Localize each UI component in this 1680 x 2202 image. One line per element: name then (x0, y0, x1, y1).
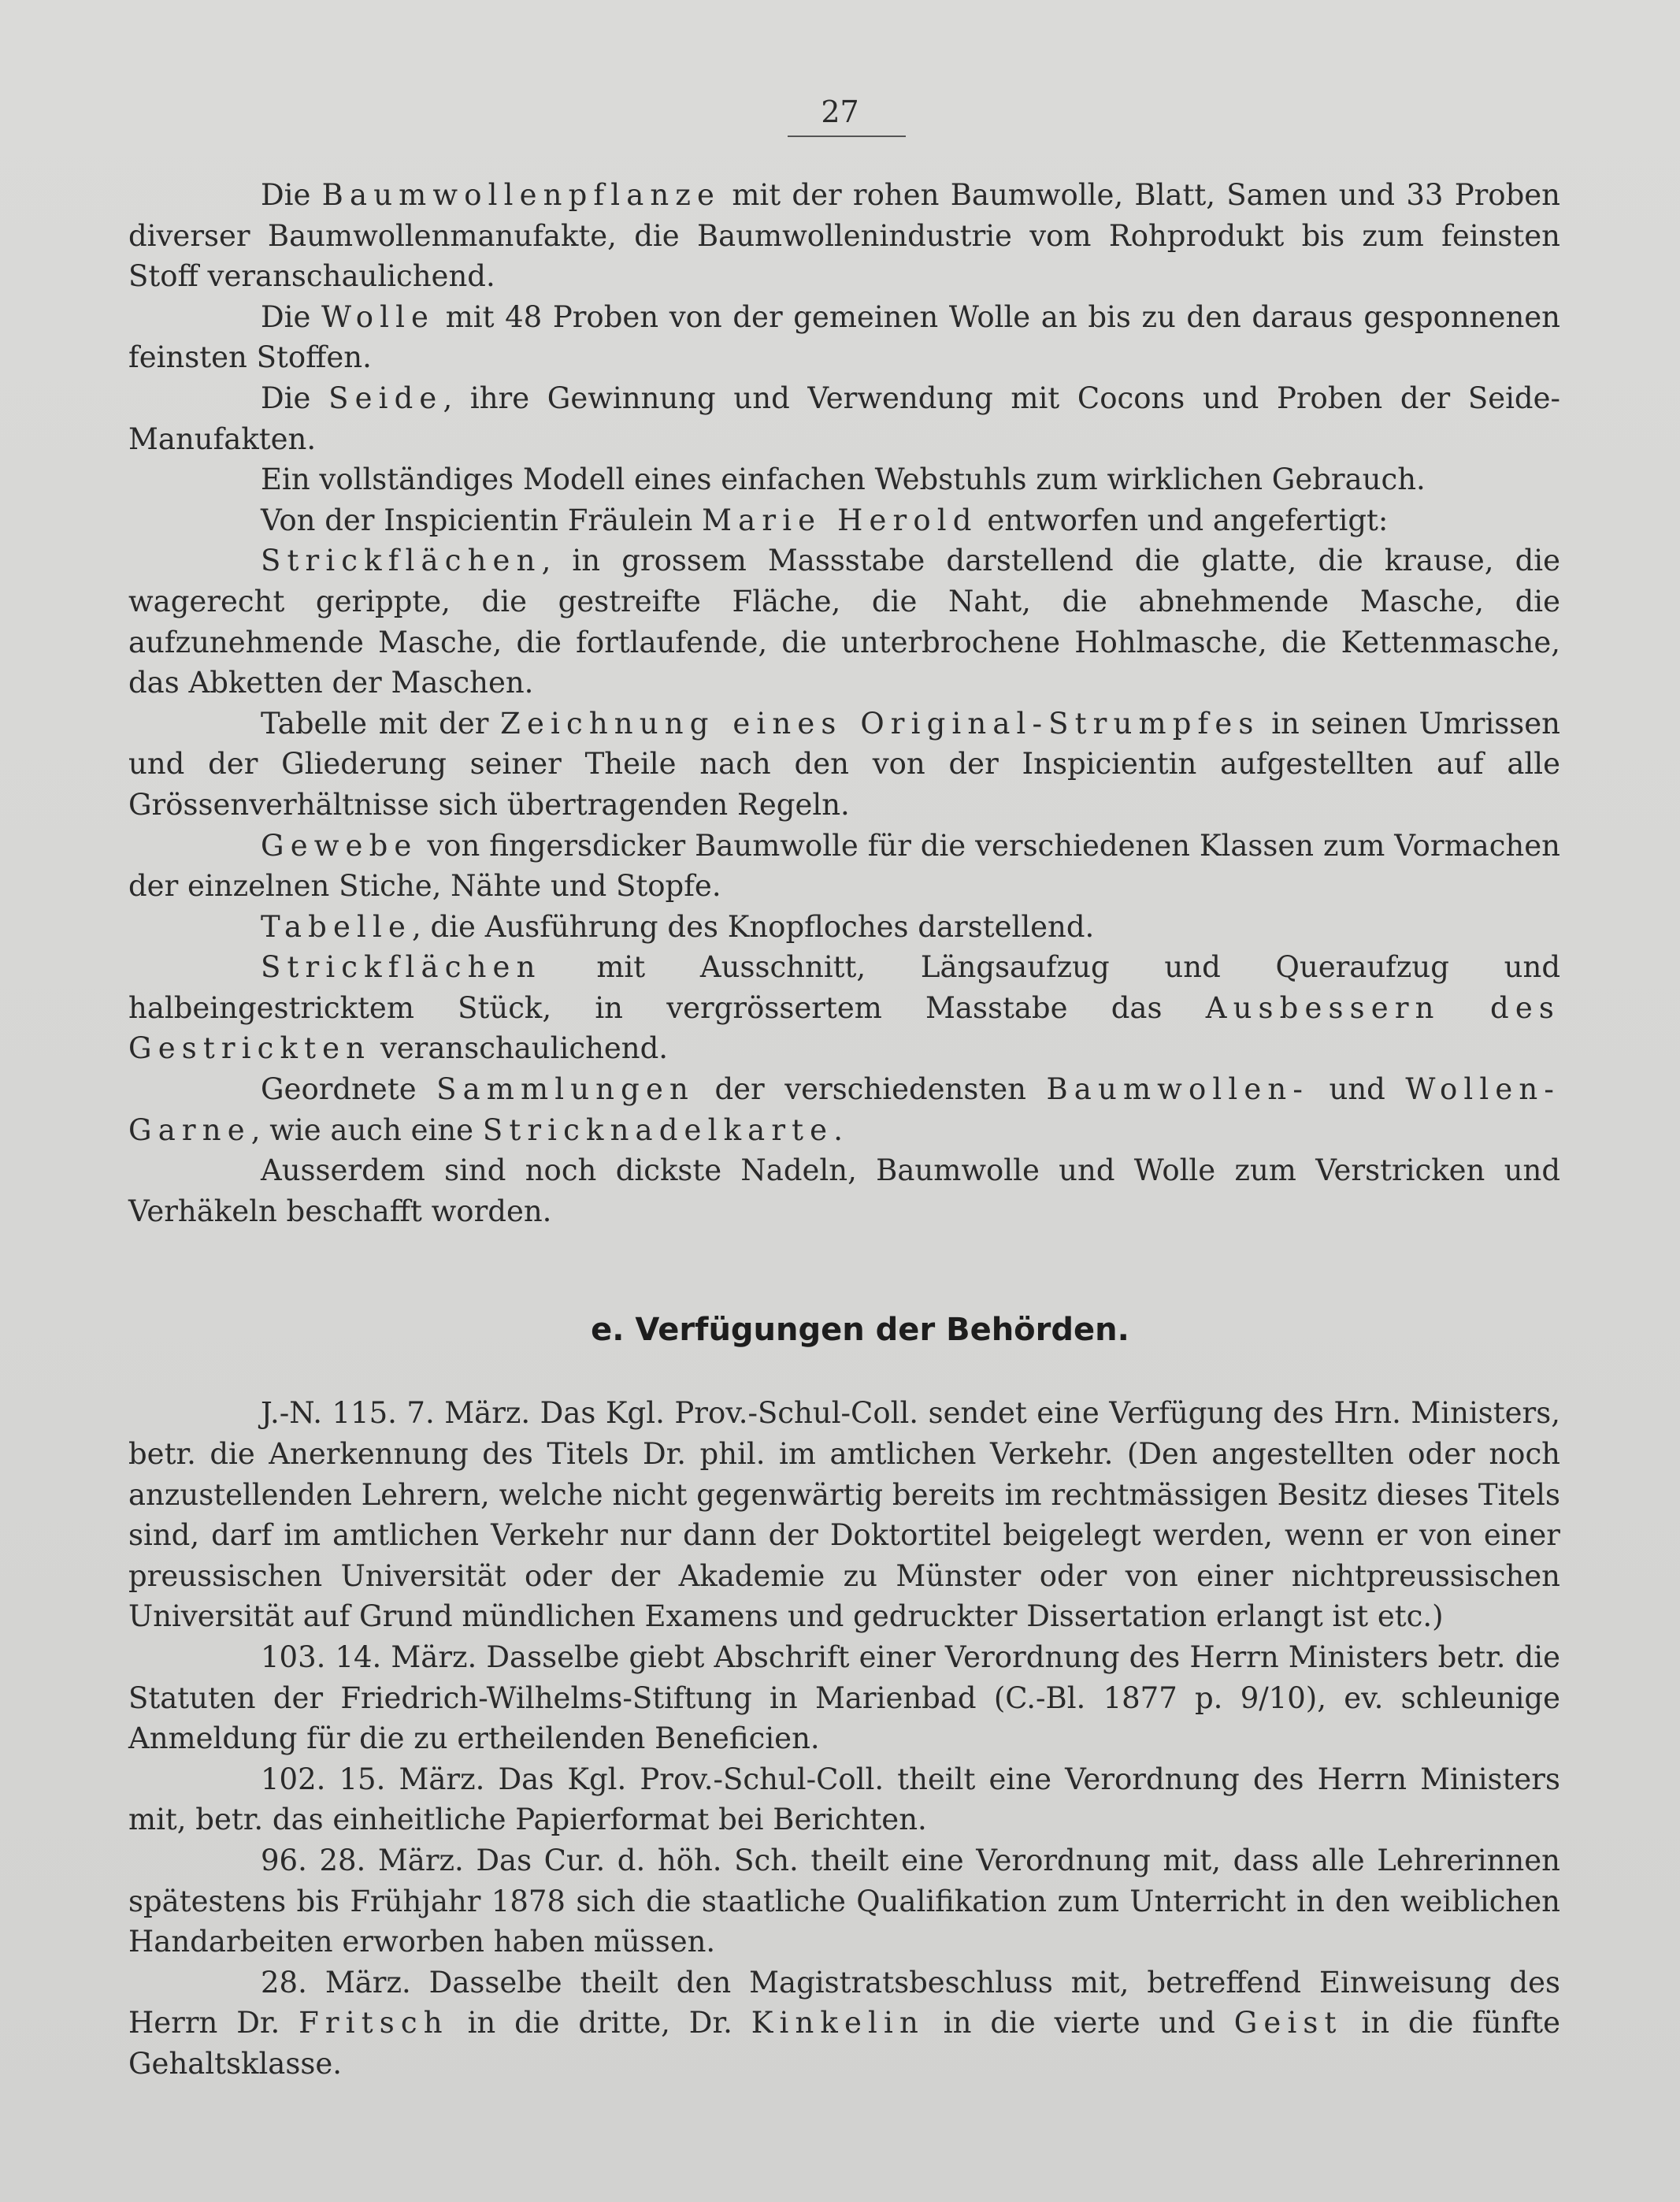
paragraph-strickflaechen-ausschnitt: Strickflächen mit Ausschnitt, Längsaufzug und Queraufzug und halbeingestricktem Stück, in vergrössertem Masstabe das Ausbessern des Gestrickten veranschaulichend. (128, 950, 1560, 1066)
entry-96: 96. 28. März. Das Cur. d. höh. Sch. theilt eine Verordnung mit, dass alle Lehrerinnen spätestens bis Frühjahr 1878 sich die staatliche Qualifikation zum Unterricht in den weiblichen Handarbeiten erworben haben müssen. (128, 1843, 1560, 1959)
paragraph-wolle: Die Wolle mit 48 Proben von der gemeinen Wolle an bis zu den daraus gesponnenen feinsten Stoffen. (128, 299, 1561, 375)
paragraph-webstuhl: Ein vollständiges Modell eines einfachen Webstuhls zum wirklichen Gebrauch. (261, 462, 1426, 497)
paragraph-tabelle-strumpf: Tabelle mit der Zeichnung eines Original-Strumpfes in seinen Umrissen und der Gliederung seiner Theile nach den von der Inspicientin aufgestellten auf alle Grössenverhältnisse sich übertragenden Regeln. (128, 706, 1560, 822)
entry-115: J.-N. 115. 7. März. Das Kgl. Prov.-Schul-Coll. sendet eine Verfügung des Hrn. Ministers, betr. die Anerkennung des Titels Dr. phil. im amtlichen Verkehr. (Den angestellten oder noch anzustellenden Lehrern, welche nicht gegenwärtig bereits im rechtmässigen Besitz dieses Titels sind, darf im amtlichen Verkehr nur dann der Doktortitel beigelegt werden, wenn er von einer preussischen Universität oder der Akademie zu Münster oder von einer nichtpreussischen Universität auf Grund mündlichen Examens und gedruckter Dissertation erlangt ist etc.) (128, 1396, 1560, 1634)
entry-magistrat: 28. März. Dasselbe theilt den Magistratsbeschluss mit, betreffend Einweisung des Herrn Dr. Fritsch in die dritte, Dr. Kinkelin in die vierte und Geist in die fünfte Gehaltsklasse. (128, 1965, 1560, 2081)
page-number: 27 (821, 95, 859, 129)
paragraph-ausserdem: Ausserdem sind noch dickste Nadeln, Baumwolle und Wolle zum Verstricken und Verhäkeln beschafft worden. (128, 1153, 1560, 1228)
spacer (128, 1231, 1560, 1306)
paragraph-strickflaechen: Strickflächen, in grossem Massstabe darstellend die glatte, die krause, die wagerecht gerippte, die gestreifte Fläche, die Naht, die abnehmende Masche, die aufzunehmende Masche, die fortlaufende, die unterbrochene Hohlmasche, die Kettenmasche, das Abketten der Maschen. (128, 544, 1560, 700)
paragraph-sammlungen: Geordnete Sammlungen der verschiedensten Baumwollen- und Wollen-Garne, wie auch eine Stricknadelkarte. (128, 1072, 1560, 1147)
paragraph-baumwollenpflanze: Die Baumwollenpflanze mit der rohen Baumwolle, Blatt, Samen und 33 Proben diverser Baumwollenmanufakte, die Baumwollenindustrie vom Rohprodukt bis zum feinsten Stoff veranschaulichend. (128, 178, 1560, 294)
paragraph-gewebe: Gewebe von fingersdicker Baumwolle für die verschiedenen Klassen zum Vormachen der einzelnen Stiche, Nähte und Stopfe. (128, 828, 1560, 904)
section-heading: e. Verfügungen der Behörden. (591, 1312, 1129, 1349)
paragraph-marie-herold: Von der Inspicientin Fräulein Marie Herold entworfen und angefertigt: (261, 503, 1389, 537)
page-number-rule (788, 136, 906, 137)
page-body (128, 175, 1560, 2085)
entry-102: 102. 15. März. Das Kgl. Prov.-Schul-Coll. theilt eine Verordnung des Herrn Ministers mit, betr. das einheitliche Papierformat bei Berichten. (128, 1762, 1560, 1837)
entry-103: 103. 14. März. Dasselbe giebt Abschrift einer Verordnung des Herrn Ministers betr. die Statuten der Friedrich-Wilhelms-Stiftung in Marienbad (C.-Bl. 1877 p. 9/10), ev. schleunige Anmeldung für die zu ertheilenden Beneficien. (128, 1640, 1560, 1756)
spacer (128, 1354, 1560, 1393)
paragraph-tabelle-knopfloch: Tabelle, die Ausführung des Knopfloches darstellend. (261, 909, 1095, 944)
paragraph-seide: Die Seide, ihre Gewinnung und Verwendung mit Cocons und Proben der Seide-Manufakten. (128, 381, 1561, 456)
